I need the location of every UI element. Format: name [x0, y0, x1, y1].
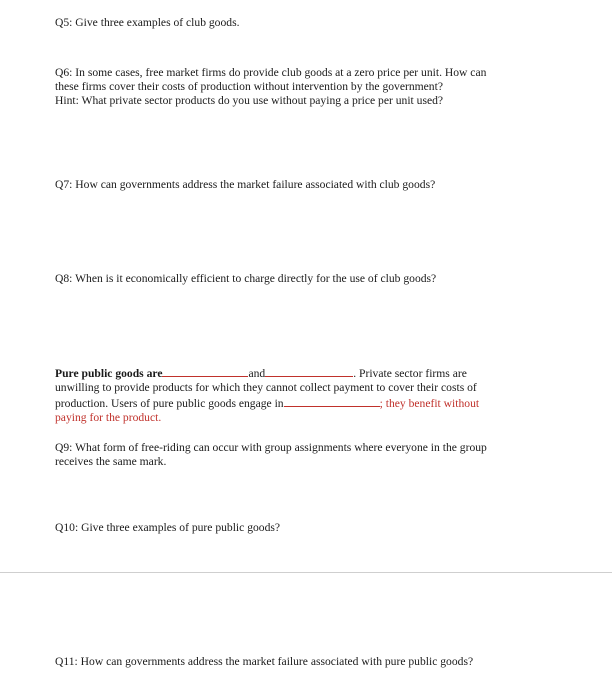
public-goods-and: and — [248, 367, 266, 380]
public-goods-line-1 — [55, 365, 575, 381]
question-7 — [55, 178, 575, 192]
public-goods-line-3 — [55, 395, 575, 411]
question-8-text: Q8: When is it economically efficient to charge directly for the use of club goods? — [55, 272, 437, 285]
question-11-text: Q11: How can governments address the market failure associated with pure public goods? — [55, 655, 474, 668]
question-6-hint: Hint: What private sector products do you use without paying a price per unit used? — [55, 94, 444, 107]
public-goods-red-text-1: ; they benefit without — [379, 397, 480, 410]
question-8 — [55, 272, 575, 286]
public-goods-fill-in — [55, 365, 575, 425]
public-goods-line-2: unwilling to provide products for which they cannot collect payment to cover their costs of — [55, 381, 477, 394]
public-goods-line-3-start: production. Users of pure public goods engage in — [55, 397, 284, 410]
blank-3[interactable] — [284, 395, 380, 407]
question-6 — [55, 66, 575, 108]
question-6-line-1: Q6: In some cases, free market firms do provide club goods at a zero price per unit. How can — [55, 66, 487, 79]
question-5-text: Q5: Give three examples of club goods. — [55, 16, 240, 29]
question-10-text: Q10: Give three examples of pure public goods? — [55, 521, 281, 534]
question-7-text: Q7: How can governments address the market failure associated with club goods? — [55, 178, 436, 191]
public-goods-red-text-2: paying for the product. — [55, 411, 162, 424]
question-10 — [55, 521, 575, 535]
blank-2[interactable] — [265, 365, 353, 377]
question-9 — [55, 441, 575, 469]
question-9-line-1: Q9: What form of free-riding can occur with group assignments where everyone in the group — [55, 441, 487, 454]
page-divider — [0, 572, 612, 573]
blank-1[interactable] — [162, 365, 248, 377]
question-5 — [55, 16, 575, 30]
public-goods-after: . Private sector firms are — [353, 367, 467, 380]
question-11 — [55, 655, 575, 669]
public-goods-lead: Pure public goods are — [55, 367, 163, 380]
question-6-line-2: these firms cover their costs of production without intervention by the government? — [55, 80, 443, 93]
question-9-line-2: receives the same mark. — [55, 455, 167, 468]
